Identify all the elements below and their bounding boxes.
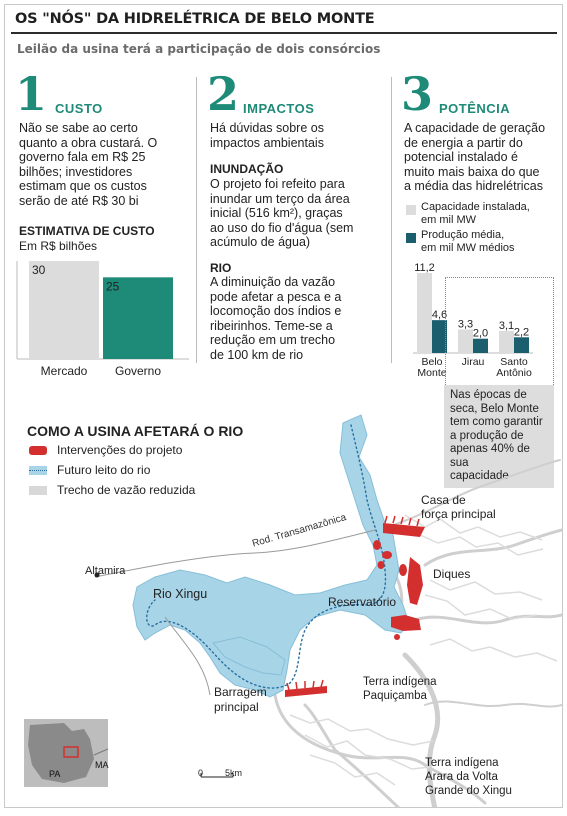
power-category-label-2-0: Santo — [500, 356, 528, 368]
cost-category-label-1: Governo — [114, 364, 162, 378]
section-2-text: Há dúvidas sobre os impactos ambientais — [210, 121, 324, 150]
legend-vazao: Trecho de vazão reduzida — [57, 483, 196, 497]
legend-swatch-capacity — [406, 205, 416, 215]
power-category-label-0-1: Monte — [417, 367, 447, 379]
page-subtitle: Leilão da usina terá a participação de dois consórcios — [17, 42, 381, 56]
page-title: OS "NÓS" DA HIDRELÉTRICA DE BELO MONTE — [15, 11, 375, 27]
power-value-label-2-1: 2,2 — [513, 326, 530, 339]
drought-annotation: Nas épocas de seca, Belo Monte tem como garantir a produção de apenas 40% de sua capacidade — [444, 385, 554, 488]
legend-intervencoes: Intervenções do projeto — [57, 443, 183, 457]
scale-end: 5km — [225, 768, 243, 778]
label-transamazonica: Rod. Transamazônica — [251, 512, 348, 550]
cost-category-label-0: Mercado — [40, 364, 88, 378]
section-3-title: POTÊNCIA — [439, 101, 511, 116]
label-rio-xingu: Rio Xingu — [153, 587, 208, 601]
cost-chart-title: ESTIMATIVA DE CUSTO — [19, 224, 155, 238]
label-arara: Terra indígena Arara da Volta Grande do Xingu — [425, 757, 512, 797]
legend-label-capacity: Capacidade instalada, em mil MW — [421, 201, 530, 226]
scale-zero: 0 — [198, 768, 204, 778]
label-reservatorio: Reservatório — [328, 595, 397, 609]
label-diques: Diques — [433, 567, 471, 581]
inundacao-text: O projeto foi refeito para inundar um terço da área inicial (516 km²), graças ao uso do fio d'água (sem acúmulo de água) — [210, 177, 354, 249]
future-river-bed — [133, 415, 409, 697]
infographic — [4, 4, 563, 808]
power-value-label-0-1: 4,6 — [431, 309, 448, 322]
section-3-number: 3 — [401, 67, 434, 121]
annotation-connector — [445, 277, 554, 387]
power-value-label-2-0: 3,1 — [498, 319, 515, 332]
section-1-number: 1 — [15, 67, 48, 121]
section-2-number: 2 — [207, 67, 240, 121]
reduced-flow-network — [275, 460, 562, 808]
section-1-title: CUSTO — [55, 101, 103, 116]
legend-swatch-production — [406, 233, 416, 243]
rio-heading: RIO — [210, 261, 232, 275]
column-divider-1 — [196, 77, 197, 363]
inset-map-shape — [24, 719, 108, 787]
power-category-label-0-0: Belo — [421, 356, 443, 368]
section-2-title: IMPACTOS — [243, 101, 315, 116]
power-category-label-1-0: Jirau — [461, 356, 485, 368]
legend-label-production: Produção média, em mil MW médios — [421, 229, 515, 254]
power-value-label-1-0: 3,3 — [457, 318, 474, 331]
cost-value-label-1: 25 — [106, 279, 120, 294]
legend-leito: Futuro leito do rio — [57, 463, 151, 477]
power-value-label-0-0: 11,2 — [414, 262, 435, 274]
power-bar-0-0 — [417, 273, 432, 353]
inundacao-heading: INUNDAÇÃO — [210, 162, 284, 176]
column-divider-2 — [391, 77, 392, 363]
power-category-label-2-1: Antônio — [496, 367, 532, 379]
section-1-text: Não se sabe ao certo quanto a obra custará. O governo fala em R$ 25 bilhões; investidores estimam que os custos serão de até R$ 30 bi — [19, 121, 158, 208]
power-value-label-1-1: 2,0 — [472, 327, 489, 340]
transamazonica-road — [95, 530, 375, 577]
label-altamira: Altamira — [85, 565, 126, 577]
inset-map — [24, 719, 108, 787]
label-casa-de-forca: Casa de força principal — [421, 493, 496, 521]
cost-chart-subtitle: Em R$ bilhões — [19, 239, 98, 253]
cost-value-label-0: 30 — [32, 263, 46, 277]
label-barragem: Barragem principal — [214, 685, 267, 714]
rio-text: A diminuição da vazão pode afetar a pesca e a locomoção dos índios e ribeirinhos. Teme-se a redução em um trecho de 100 km de rio — [210, 275, 342, 362]
inset-label-ma: MA — [95, 760, 109, 770]
section-3-text: A capacidade de geração de energia a partir do potencial instalado é muito mais baixa do que a média das hidrelétricas — [404, 121, 546, 193]
cost-chart — [15, 253, 195, 381]
inset-label-pa: PA — [49, 769, 61, 779]
label-paquicamba: Terra indígena Paquiçamba — [363, 676, 437, 702]
title-rule — [11, 32, 557, 34]
map-title: COMO A USINA AFETARÁ O RIO — [27, 423, 244, 439]
